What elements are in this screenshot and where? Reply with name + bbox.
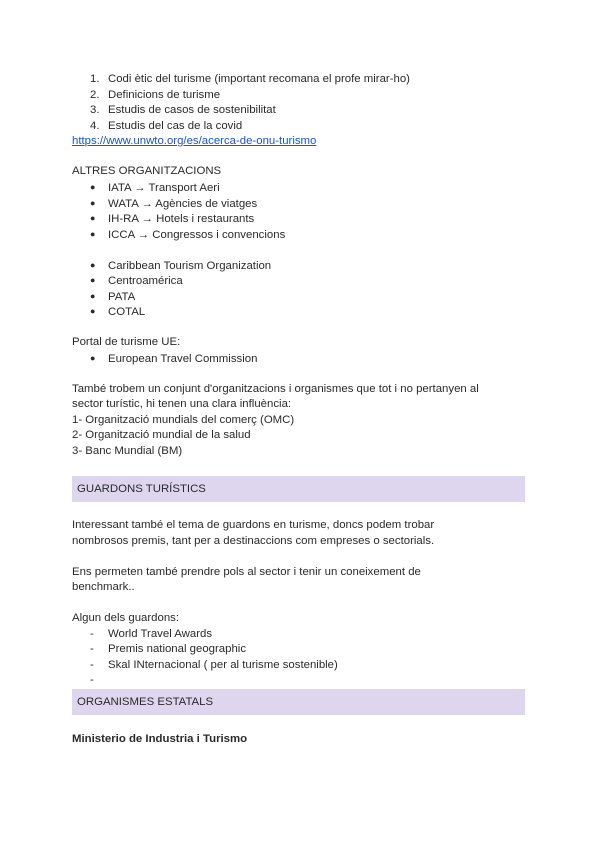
bullet-item: ● ICCA → Congressos i convencions <box>90 228 286 241</box>
bullet-item: ● IH-RA → Hotels i restaurants <box>90 213 255 225</box>
ministerio-title: Ministerio de Industria i Turismo <box>72 733 248 745</box>
bullet-icon: ● <box>90 213 96 223</box>
dash-list-item: - Premis national geographic <box>90 642 246 658</box>
guardons-list-heading: Algun dels guardons: <box>72 612 180 624</box>
guardons-paragraph-line: nombrosos premis, tant per a destinaccions com empreses o sectorials. <box>72 534 435 547</box>
bullet-item: ● COTAL <box>90 306 146 318</box>
dash-list-item: - Skal INternacional ( per al turisme sostenible) <box>90 658 338 674</box>
numbered-list-item: 4. Estudis del cas de la covid <box>90 119 243 132</box>
bullet-icon: ● <box>90 306 96 316</box>
guardons-paragraph-line: Ens permeten també prendre pols al sector i tenir un coneixement de <box>72 565 421 578</box>
numbered-list-item: 2. Definicions de turisme <box>90 88 221 101</box>
dash-icon: - <box>90 658 94 671</box>
bullet-item: ● Centroamérica <box>90 275 183 287</box>
bullet-item: ● European Travel Commission <box>90 352 258 365</box>
unwto-link-line <box>72 134 316 150</box>
altres-heading: ALTRES ORGANITZACIONS <box>72 165 222 177</box>
influence-item: 2- Organització mundial de la salud <box>72 429 251 441</box>
bullet-icon: ● <box>90 259 96 270</box>
bullet-item: ● WATA → Agències de viatges <box>90 197 258 210</box>
section-banner-estatals: ORGANISMES ESTATALS <box>72 689 525 715</box>
dash-icon: - <box>90 627 94 640</box>
numbered-list-item: 1. Codi ètic del turisme (important recomana el profe mirar-ho) <box>90 73 410 85</box>
bullet-icon: ● <box>90 290 96 301</box>
dash-list-item: - World Travel Awards <box>90 627 212 643</box>
bullet-item: ● IATA → Transport Aeri <box>90 182 220 194</box>
portal-heading: Portal de turisme UE: <box>72 336 181 348</box>
influence-item: 3- Banc Mundial (BM) <box>72 444 183 457</box>
bullet-icon: ● <box>90 352 96 363</box>
influence-item: 1- Organització mundials del comerç (OMC) <box>72 413 295 426</box>
bullet-item: ● PATA <box>90 290 136 303</box>
guardons-paragraph-line: benchmark.. <box>72 581 135 593</box>
bullet-icon: ● <box>90 182 96 192</box>
dash-icon: - <box>90 643 94 655</box>
section-banner-guardons: GUARDONS TURÍSTICS <box>72 476 525 502</box>
bullet-item: ● Caribbean Tourism Organization <box>90 259 272 272</box>
influence-intro-line: També trobem un conjunt d'organitzacions i organismes que tot i no pertanyen al <box>72 382 479 395</box>
numbered-list-item: 3. Estudis de casos de sostenibilitat <box>90 104 276 116</box>
unwto-link[interactable]: https://www.unwto.org/es/acerca-de-onu-turismo <box>72 135 317 147</box>
bullet-icon: ● <box>90 197 96 208</box>
influence-intro-line: sector turístic, hi tenen una clara influència: <box>72 398 292 410</box>
bullet-icon: ● <box>90 275 96 285</box>
dash-icon: - <box>90 674 94 686</box>
bullet-icon: ● <box>90 228 96 239</box>
guardons-paragraph-line: Interessant també el tema de guardons en turisme, doncs podem trobar <box>72 519 435 531</box>
dash-list-item <box>90 673 108 689</box>
